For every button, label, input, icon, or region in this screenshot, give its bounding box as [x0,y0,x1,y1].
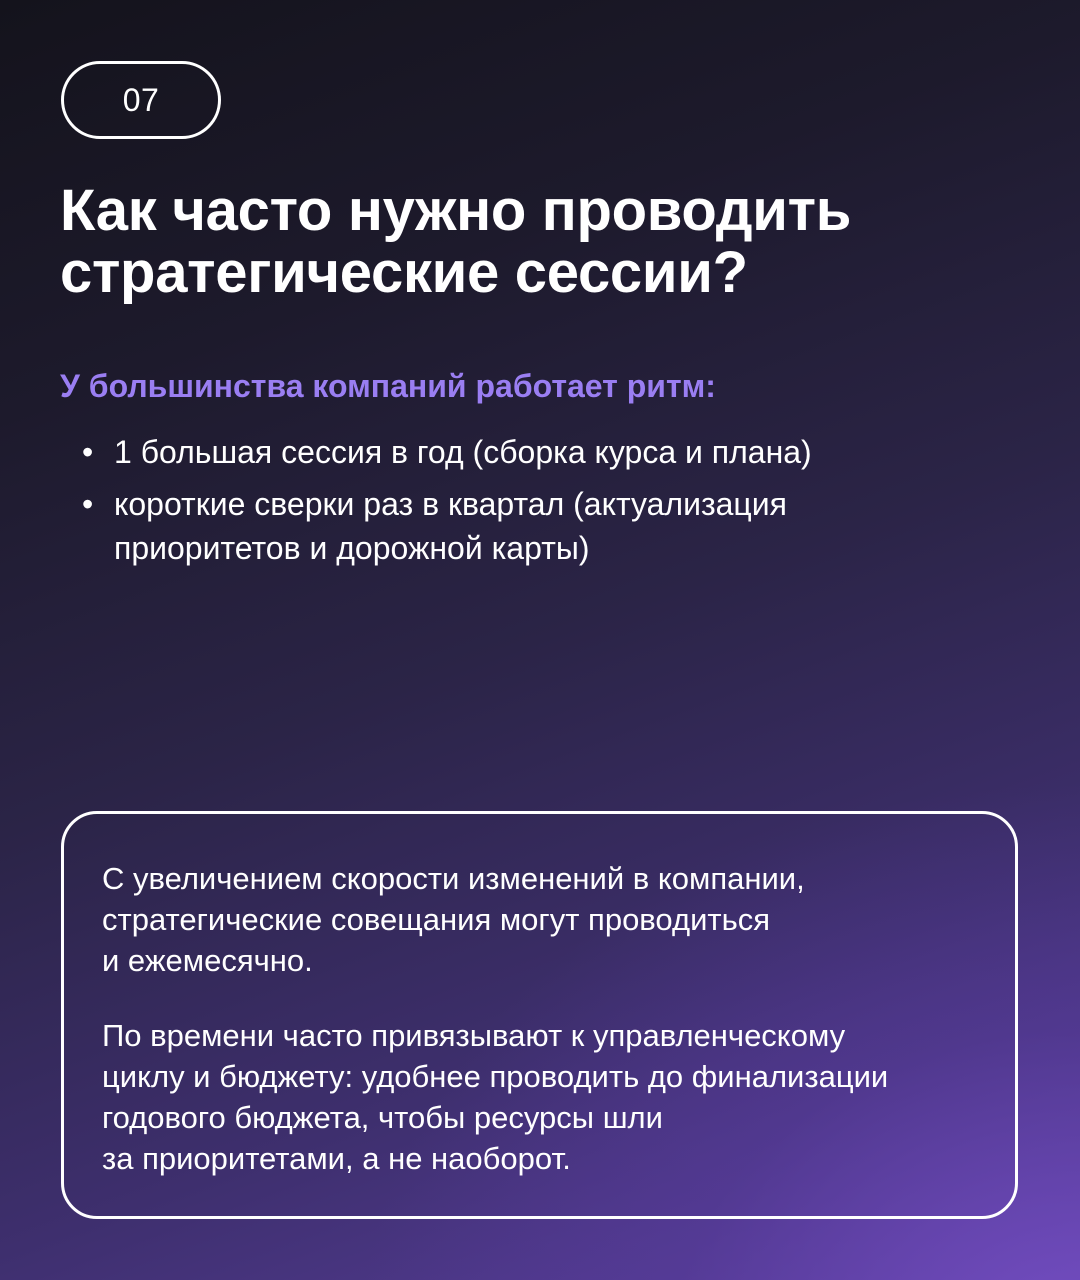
slide-number-badge [61,61,221,139]
subtitle: У большинства компаний работает ритм: [60,368,716,404]
slide-title [60,180,1020,304]
bullet-text-line-1: 1 большая сессия в год (сборка курса и плана) [114,434,812,470]
bullet-text-line-1: короткие сверки раз в квартал (актуализация [114,486,787,522]
list-item [80,482,980,570]
card-paragraph-2-line-4: за приоритетами, а не наоборот. [102,1141,571,1176]
bullet-text-line-2: приоритетов и дорожной карты) [114,530,590,566]
card-paragraph-2 [102,1015,982,1179]
card-paragraph-2-line-2: циклу и бюджету: удобнее проводить до финализации [102,1059,889,1094]
bullet-dot: • [82,486,94,522]
bullet-dot: • [82,434,94,470]
info-card [61,811,1018,1219]
slide-number: 07 [122,81,160,118]
bullet-list [80,430,980,578]
card-paragraph-1-line-3: и ежемесячно. [102,943,313,978]
card-paragraph-1-line-2: стратегические совещания могут проводиться [102,902,771,937]
list-item [80,430,980,474]
card-paragraph-2-line-1: По времени часто привязывают к управленческому [102,1018,846,1053]
card-paragraph-2-line-3: годового бюджета, чтобы ресурсы шли [102,1100,663,1135]
title-line-1: Как часто нужно проводить [60,178,852,243]
card-paragraph-1-line-1: С увеличением скорости изменений в компании, [102,861,805,896]
card-paragraph-1 [102,858,982,981]
title-line-2: стратегические сессии? [60,240,748,305]
